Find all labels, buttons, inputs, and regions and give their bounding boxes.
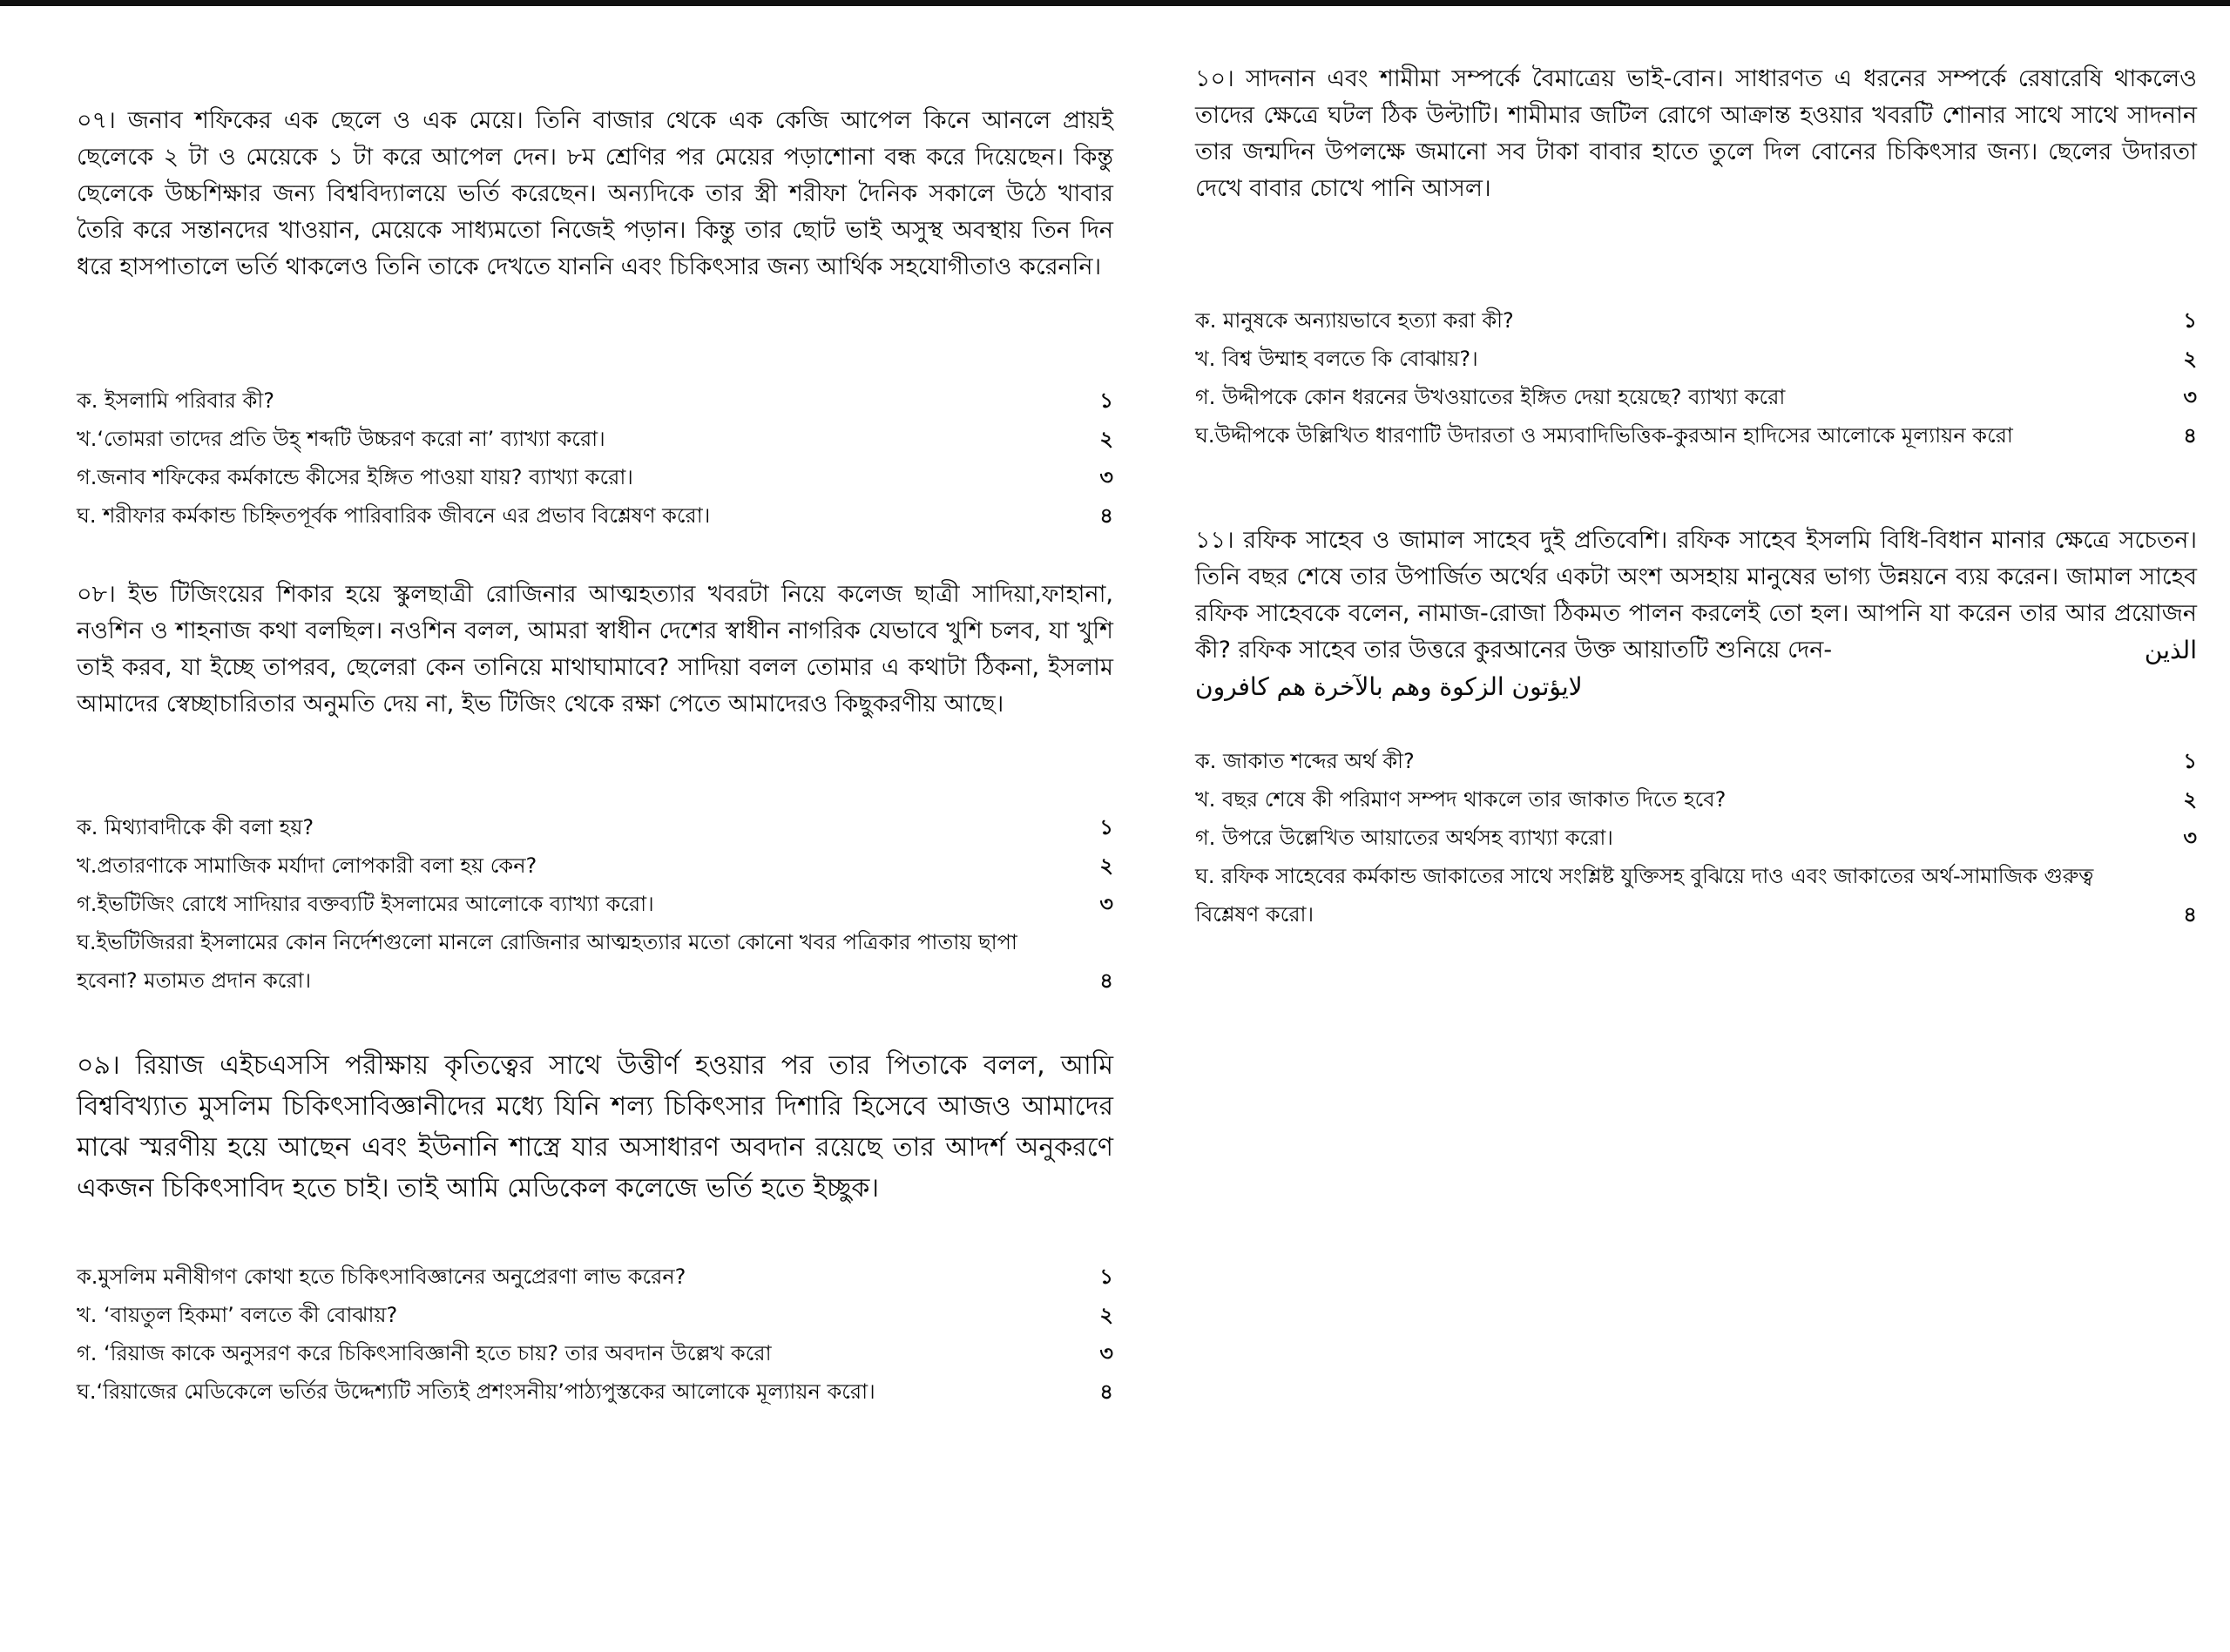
sub-mark: ৩: [2183, 826, 2197, 850]
sub-text: ঘ.ইভটিজিররা ইসলামের কোন নির্দেশগুলো মানলে রোজিনার আত্মহত্যার মতো কোনো খবর পত্রিকার পাতায় ছাপা হবেনা? মতামত প্রদান করো।: [77, 930, 1017, 993]
question-09-stem: ০৯। রিয়াজ এইচএসসি পরীক্ষায় কৃতিত্বের সাথে উত্তীর্ণ হওয়ার পর তার পিতাকে বলল, আমি বিশ্ববিখ্যাত মুসলিম চিকিৎসাবিজ্ঞানীদের মধ্যে যিনি শল্য চিকিৎসার দিশারি হিসেবে আজও আমাদের মাঝে স্মরণীয় হয়ে আছেন এবং ইউনানি শাস্ত্রে যার অসাধারণ অবদান রয়েছে তার আদর্শ অনুকরণে একজন চিকিৎসাবিদ হতে চাই। তাই আমি মেডিকেল কলেজে ভর্তি হতে ইচ্ছুক।: [77, 1050, 1114, 1204]
question-11-sub-kha: [1195, 780, 2197, 819]
sub-text: ঘ. শরীফার কর্মকান্ড চিহ্নিতপূর্বক পারিবারিক জীবনে এর প্রভাব বিশ্লেষণ করো।: [77, 503, 711, 528]
question-10-sub-ka: [1195, 301, 2197, 340]
question-08-sub-kha: [77, 846, 1113, 885]
sub-text: ক. ইসলামি পরিবার কী?: [77, 388, 274, 413]
question-10-subs: [1195, 301, 2197, 455]
sub-mark: ৩: [1099, 465, 1113, 489]
question-07-sub-ka: [77, 381, 1113, 420]
question-08-subs: [77, 808, 1113, 1000]
question-09-sub-ga: [77, 1334, 1113, 1372]
sub-mark: ২: [1099, 1303, 1113, 1327]
sub-text: গ. উদ্দীপকে কোন ধরনের উখওয়াতের ইঙ্গিত দেয়া হয়েছে? ব্যাখ্যা করো: [1195, 385, 1786, 409]
scan-top-edge: [0, 0, 2230, 6]
question-11-subs: [1195, 742, 2197, 934]
sub-text: ঘ.উদ্দীপকে উল্লিখিত ধারণাটি উদারতা ও সম্যবাদিভিত্তিক-কুরআন হাদিসের আলোকে মূল্যায়ন করো: [1195, 423, 2013, 448]
question-11-sub-gha: [1195, 857, 2197, 934]
question-07-subs: [77, 381, 1113, 535]
sub-text: ক.মুসলিম মনীষীগণ কোথা হতে চিকিৎসাবিজ্ঞানের অনুপ্রেরণা লাভ করেন?: [77, 1264, 686, 1289]
question-10-sub-ga: [1195, 378, 2197, 416]
sub-text: গ.জনাব শফিকের কর্মকান্ডে কীসের ইঙ্গিত পাওয়া যায়? ব্যাখ্যা করো।: [77, 465, 633, 489]
question-08-sub-gha: [77, 923, 1113, 1000]
question-11-sub-ga: [1195, 819, 2197, 857]
question-08-stem: ০৮। ইভ টিজিংয়ের শিকার হয়ে স্কুলছাত্রী রোজিনার আত্মহত্যার খবরটা নিয়ে কলেজ ছাত্রী সাদিয়া,ফাহানা, নওশিন ও শাহনাজ কথা বলছিল। নওশিন বলল, আমরা স্বাধীন দেশের স্বাধীন নাগরিক যেভাবে খুশি চলব, যা খুশি তাই করব, যা ইচ্ছে তাপরব, ছেলেরা কেন তানিয়ে মাথাঘামাবে? সাদিয়া বলল তোমার এ কথাটা ঠিকনা, ইসলাম আমাদের স্বেচ্ছাচারিতার অনুমতি দেয় না, ইভ টিজিং থেকে রক্ষা পেতে আমাদেরও কিছুকরণীয় আছে।: [77, 581, 1113, 718]
sub-mark: ২: [2183, 347, 2197, 371]
question-10-stem: ১০। সাদনান এবং শামীমা সম্পর্কে বৈমাত্রেয় ভাই-বোন। সাধারণত এ ধরনের সম্পর্কে রেষারেষি থাকলেও তাদের ক্ষেত্রে ঘটল ঠিক উল্টাটি। শামীমার জটিল রোগে আক্রান্ত হওয়ার খবরটি শোনার সাথে সাথে সাদনান তার জন্মদিন উপলক্ষে জমানো সব টাকা বাবার হাতে তুলে দিল বোনের চিকিৎসার জন্য। ছেলের উদারতা দেখে বাবার চোখে পানি আসল।: [1195, 65, 2197, 202]
sub-text: খ. ‘বায়তুল হিকমা’ বলতে কী বোঝায়?: [77, 1303, 398, 1327]
sub-text: খ. বিশ্ব উম্মাহ বলতে কি বোঝায়?।: [1195, 347, 1478, 371]
question-11-stem-text: ১১। রফিক সাহেব ও জামাল সাহেব দুই প্রতিবেশি। রফিক সাহেব ইসলমি বিধি-বিধান মানার ক্ষেত্রে সচেতন। তিনি বছর শেষে তার উপার্জিত অর্থের একটা অংশ অসহায় মানুষের ভাগ্য উন্নয়নে ব্যয় করেন। জামাল সাহেব রফিক সাহেবকে বলেন, নামাজ-রোজা ঠিকমত পালন করলেই তো হল। আপনি যা করেন তার আর প্রয়োজন কী? রফিক সাহেব তার উত্তরে কুরআনের উক্ত আয়াতটি শুনিয়ে দেন-: [1195, 527, 2197, 664]
sub-text: খ.‘তোমরা তাদের প্রতি উহ্ শব্দটি উচ্চরণ করো না’ ব্যাখ্যা করো।: [77, 427, 605, 451]
sub-text: ক. জাকাত শব্দের অর্থ কী?: [1195, 749, 1415, 773]
sub-mark: ২: [1099, 853, 1113, 878]
sub-mark: ৪: [1099, 968, 1113, 993]
question-07-stem: ০৭। জনাব শফিকের এক ছেলে ও এক মেয়ে। তিনি বাজার থেকে এক কেজি আপেল কিনে আনলে প্রায়ই ছেলেকে ২ টা ও মেয়েকে ১ টা করে আপেল দেন। ৮ম শ্রেণির পর মেয়ের পড়াশোনা বন্ধ করে দিয়েছেন। কিন্তু ছেলেকে উচ্চশিক্ষার জন্য বিশ্ববিদ্যালয়ে ভর্তি করেছেন। অন্যদিকে তার স্ত্রী শরীফা দৈনিক সকালে উঠে খাবার তৈরি করে সন্তানদের খাওয়ান, মেয়েকে সাধ্যমতো নিজেই পড়ান। কিন্তু তার ছোট ভাই অসুস্থ অবস্থায় তিন দিন ধরে হাসপাতালে ভর্তি থাকলেও তিনি তাকে দেখতে যাননি এবং চিকিৎসার জন্য আর্থিক সহযোগীতাও করেননি।: [77, 107, 1113, 280]
question-09-sub-kha: [77, 1296, 1113, 1334]
sub-text: ঘ. রফিক সাহেবের কর্মকান্ড জাকাতের সাথে সংশ্লিষ্ট যুক্তিসহ বুঝিয়ে দাও এবং জাকাতের অর্থ-সামাজিক গুরুত্ব বিশ্লেষণ করো।: [1195, 864, 2094, 927]
sub-text: ক. মানুষকে অন্যায়ভাবে হত্যা করা কী?: [1195, 308, 1514, 333]
sub-mark: ৪: [2183, 423, 2197, 448]
question-11: [1195, 523, 2197, 705]
sub-mark: ৩: [2183, 385, 2197, 409]
sub-mark: ২: [2183, 787, 2197, 812]
question-08-sub-ga: [77, 885, 1113, 923]
sub-text: খ.প্রতারণাকে সামাজিক মর্যাদা লোপকারী বলা হয় কেন?: [77, 853, 537, 878]
question-11-stem: [1195, 523, 2197, 669]
sub-mark: ২: [1099, 427, 1113, 451]
question-11-sub-ka: [1195, 742, 2197, 780]
sub-mark: ৪: [1099, 1379, 1113, 1404]
question-09-subs: [77, 1258, 1113, 1411]
sub-mark: ১: [1099, 388, 1113, 413]
sub-mark: ৪: [2183, 902, 2197, 927]
sub-mark: ৪: [1099, 503, 1113, 528]
question-08-sub-ka: [77, 808, 1113, 846]
sub-mark: ১: [1099, 1264, 1113, 1289]
question-09: [77, 1045, 1113, 1209]
sub-text: গ.ইভটিজিং রোধে সাদিয়ার বক্তব্যটি ইসলামের আলোকে ব্যাখ্যা করো।: [77, 892, 654, 916]
sub-text: গ. উপরে উল্লেখিত আয়াতের অর্থসহ ব্যাখ্যা করো।: [1195, 826, 1613, 850]
arabic-word: الذين: [2144, 636, 2197, 664]
arabic-ayah-line: لايؤتون الزكوة وهم بالآخرة هم كافرون: [1195, 672, 1583, 701]
question-10-sub-gha: [1195, 416, 2197, 455]
sub-mark: ১: [2183, 308, 2197, 333]
sub-text: ক. মিথ্যাবাদীকে কী বলা হয়?: [77, 815, 314, 839]
sub-mark: ১: [2183, 749, 2197, 773]
question-10: [1195, 61, 2197, 207]
sub-text: গ. ‘রিয়াজ কাকে অনুসরণ করে চিকিৎসাবিজ্ঞানী হতে চায়? তার অবদান উল্লেখ করো: [77, 1341, 772, 1365]
sub-text: খ. বছর শেষে কী পরিমাণ সম্পদ থাকলে তার জাকাত দিতে হবে?: [1195, 787, 1727, 812]
question-09-sub-ka: [77, 1258, 1113, 1296]
question-07-sub-gha: [77, 496, 1113, 535]
question-07-sub-ga: [77, 458, 1113, 496]
question-08: [77, 577, 1113, 723]
sub-mark: ৩: [1099, 1341, 1113, 1365]
question-07-sub-kha: [77, 420, 1113, 458]
sub-mark: ৩: [1099, 892, 1113, 916]
sub-text: ঘ.‘রিয়াজের মেডিকেলে ভর্তির উদ্দেশ্যটি সত্যিই প্রশংসনীয়’পাঠ্যপুস্তকের আলোকে মূল্যায়ন করো।: [77, 1379, 875, 1404]
question-09-sub-gha: [77, 1372, 1113, 1411]
question-10-sub-kha: [1195, 340, 2197, 378]
sub-mark: ১: [1099, 815, 1113, 839]
question-07: [77, 103, 1113, 286]
